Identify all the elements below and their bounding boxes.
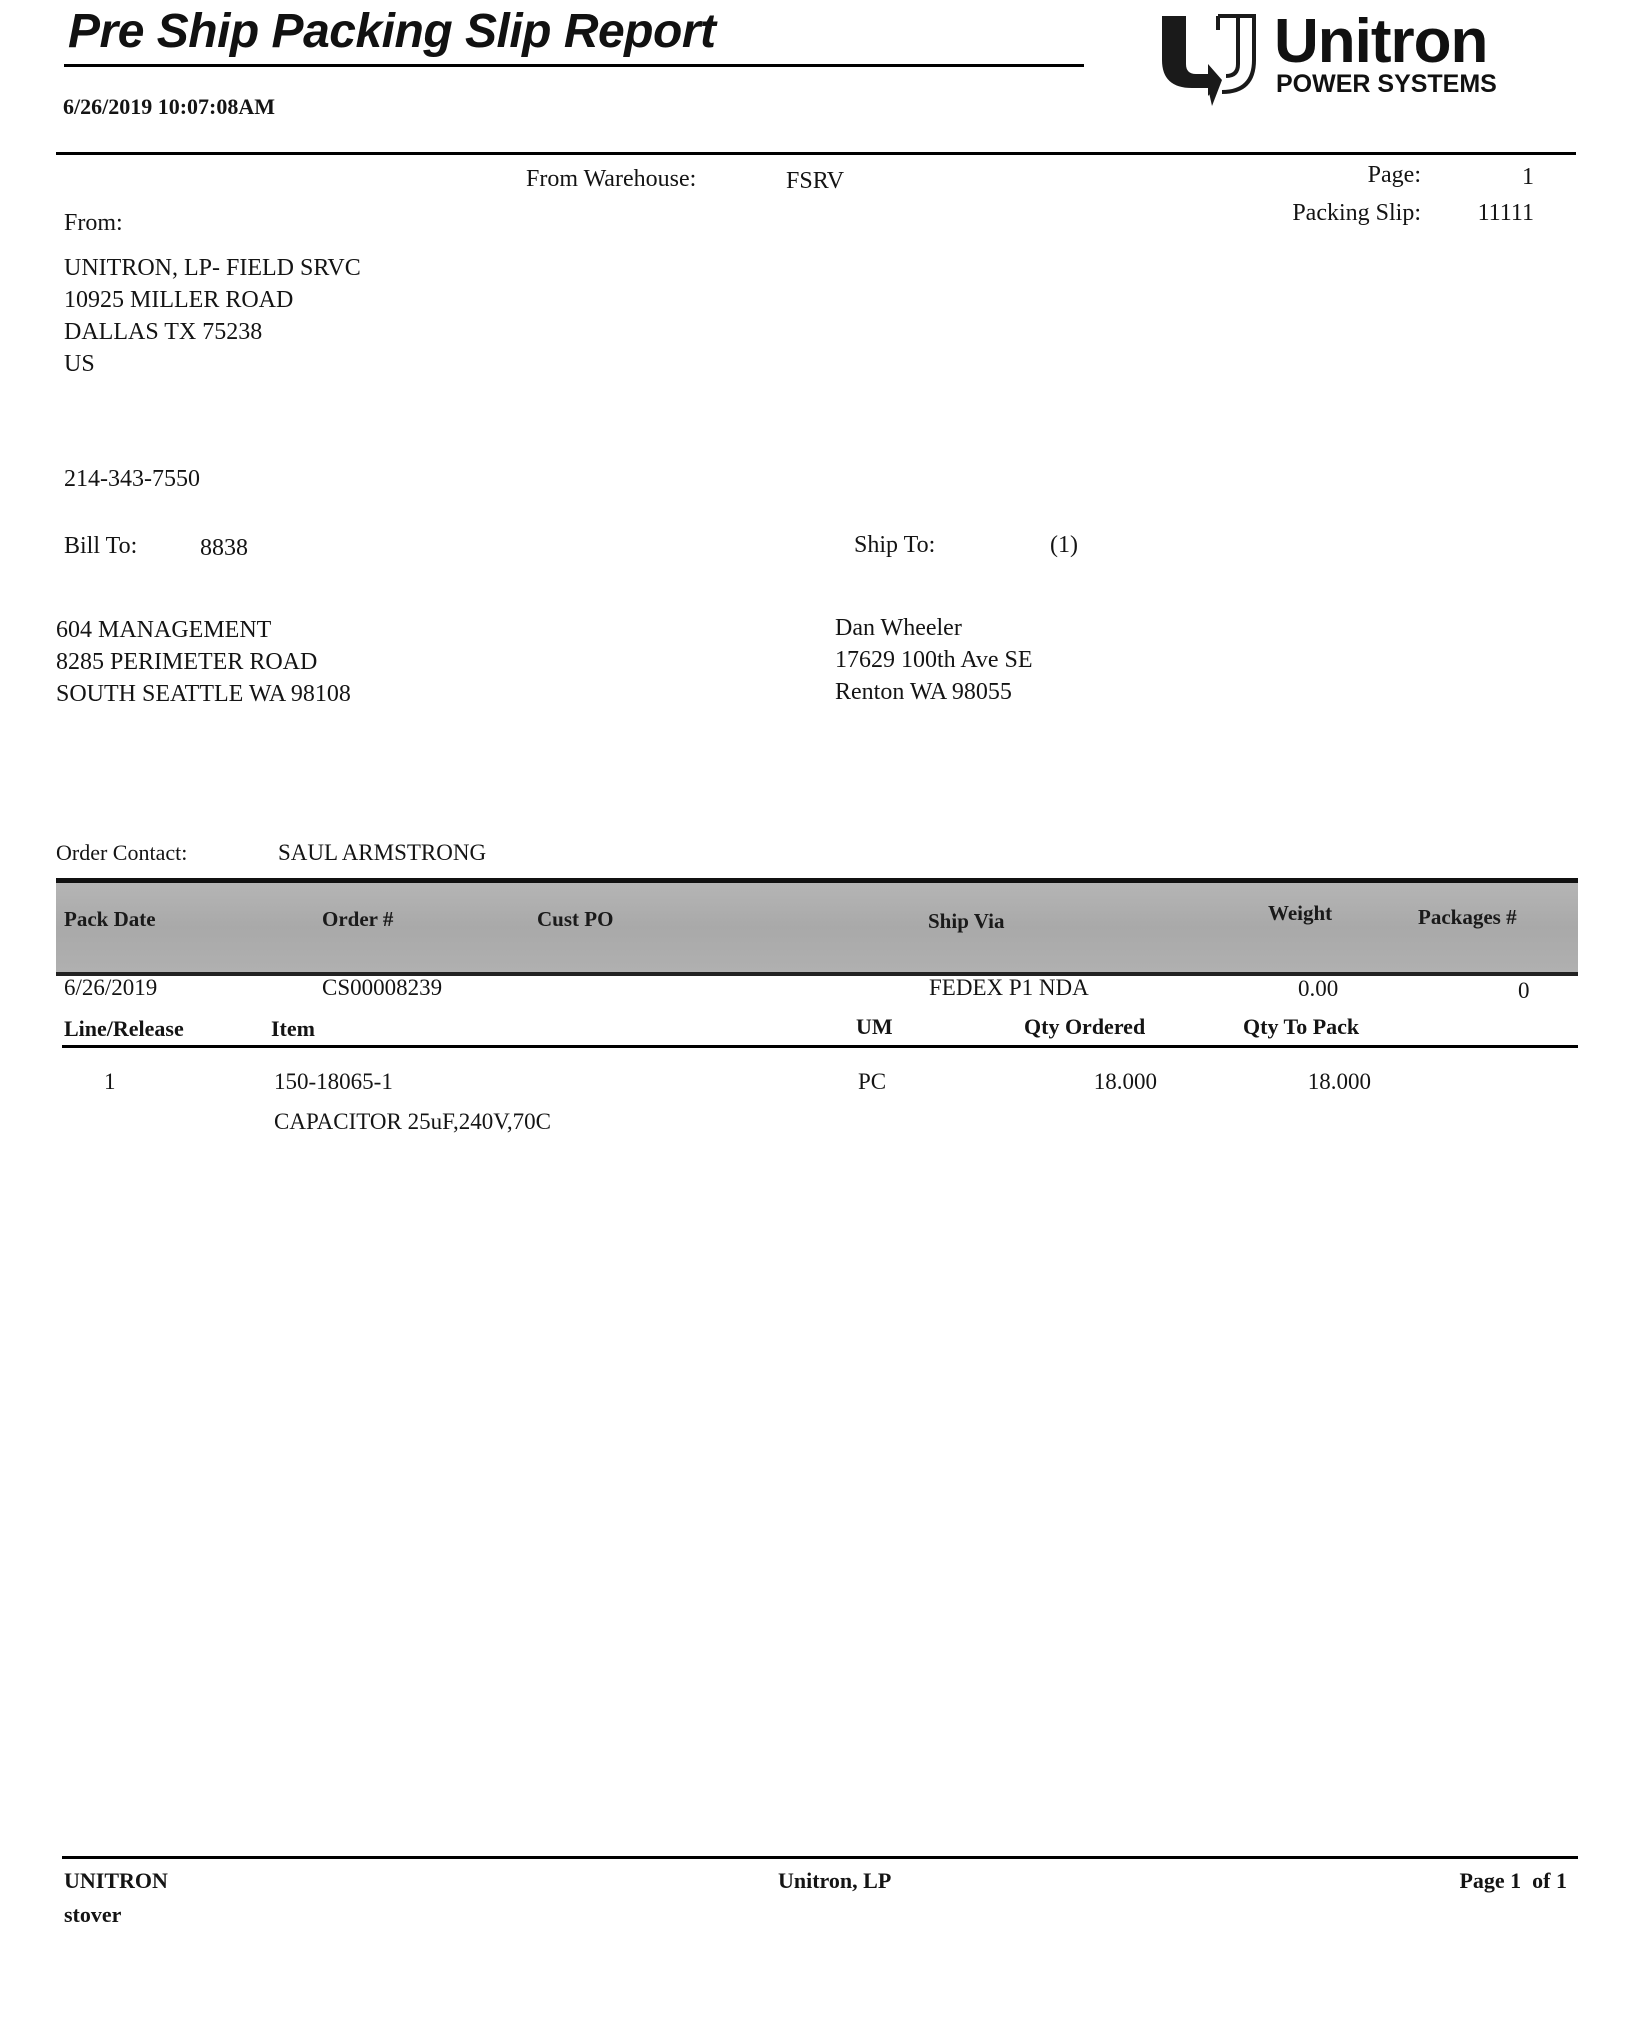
- footer-divider: [62, 1856, 1578, 1859]
- pack-date: 6/26/2019: [64, 975, 158, 1000]
- bill-to-address-line: 604 MANAGEMENT: [56, 617, 272, 643]
- col-header-weight: Weight: [1268, 901, 1333, 925]
- from-warehouse-label: From Warehouse:: [526, 166, 697, 192]
- unitron-logo-icon: [1156, 10, 1266, 110]
- ship-to-address: [835, 612, 1033, 708]
- col-header-qty-ordered: Qty Ordered: [1024, 1014, 1146, 1039]
- col-header-pack-date: Pack Date: [64, 907, 156, 931]
- packages: 0: [1518, 978, 1530, 1003]
- footer-company-name: Unitron, LP: [778, 1868, 892, 1893]
- col-header-line-release: Line/Release: [64, 1016, 184, 1041]
- ship-to-address-line: Renton WA 98055: [835, 679, 1012, 705]
- qty-ordered: 18.000: [1093, 1069, 1157, 1094]
- item-number: 150-18065-1: [274, 1069, 393, 1094]
- ship-via: FEDEX P1 NDA: [929, 975, 1089, 1000]
- col-header-packages: Packages #: [1418, 905, 1517, 929]
- col-header-ship-via: Ship Via: [928, 909, 1005, 933]
- col-header-um: UM: [856, 1014, 893, 1039]
- shipment-table-header: [56, 878, 1578, 976]
- order-number: CS00008239: [322, 975, 443, 1000]
- title-underline: [64, 64, 1084, 67]
- col-header-order-no: Order #: [322, 907, 394, 931]
- packing-slip-label: Packing Slip:: [1292, 200, 1421, 226]
- from-address: [64, 252, 361, 380]
- from-address-line: US: [64, 351, 95, 377]
- item-description: CAPACITOR 25uF,240V,70C: [274, 1109, 552, 1134]
- footer-user: stover: [64, 1902, 122, 1927]
- from-phone: 214-343-7550: [64, 466, 200, 492]
- report-title: Pre Ship Packing Slip Report: [68, 5, 716, 58]
- bill-to-label: Bill To:: [64, 533, 138, 559]
- footer-company-code: UNITRON: [64, 1868, 168, 1893]
- from-warehouse-value: FSRV: [786, 168, 845, 194]
- from-address-line: DALLAS TX 75238: [64, 319, 263, 345]
- from-label: From:: [64, 210, 123, 236]
- order-contact-value: SAUL ARMSTRONG: [278, 840, 487, 865]
- order-contact-label: Order Contact:: [56, 840, 188, 865]
- ship-to-address-line: 17629 100th Ave SE: [835, 647, 1033, 673]
- ship-to-address-line: Dan Wheeler: [835, 615, 962, 641]
- ship-to-number: (1): [1050, 532, 1078, 558]
- col-header-cust-po: Cust PO: [537, 907, 614, 931]
- lines-header-divider: [62, 1045, 1578, 1048]
- page-label: Page:: [1367, 162, 1421, 188]
- col-header-qty-to-pack: Qty To Pack: [1243, 1014, 1360, 1039]
- line-number: 1: [104, 1069, 116, 1094]
- report-timestamp: 6/26/2019 10:07:08AM: [63, 94, 276, 119]
- bill-to-address-line: SOUTH SEATTLE WA 98108: [56, 681, 351, 707]
- qty-to-pack: 18.000: [1307, 1069, 1371, 1094]
- from-address-line: UNITRON, LP- FIELD SRVC: [64, 255, 361, 281]
- company-logo: [1156, 7, 1516, 115]
- logo-tagline: POWER SYSTEMS: [1276, 70, 1497, 98]
- footer-page-of: Page 1 of 1: [1459, 1868, 1567, 1893]
- unit-of-measure: PC: [858, 1069, 887, 1094]
- from-address-line: 10925 MILLER ROAD: [64, 287, 294, 313]
- weight: 0.00: [1298, 976, 1339, 1001]
- bill-to-address: [56, 614, 351, 710]
- col-header-item: Item: [271, 1016, 315, 1041]
- logo-wordmark: Unitron: [1274, 7, 1488, 76]
- packing-slip-value: 11111: [1477, 200, 1534, 226]
- bill-to-address-line: 8285 PERIMETER ROAD: [56, 649, 318, 675]
- header-divider: [56, 152, 1576, 155]
- bill-to-number: 8838: [200, 535, 248, 561]
- ship-to-label: Ship To:: [854, 532, 936, 558]
- page-value: 1: [1522, 164, 1534, 190]
